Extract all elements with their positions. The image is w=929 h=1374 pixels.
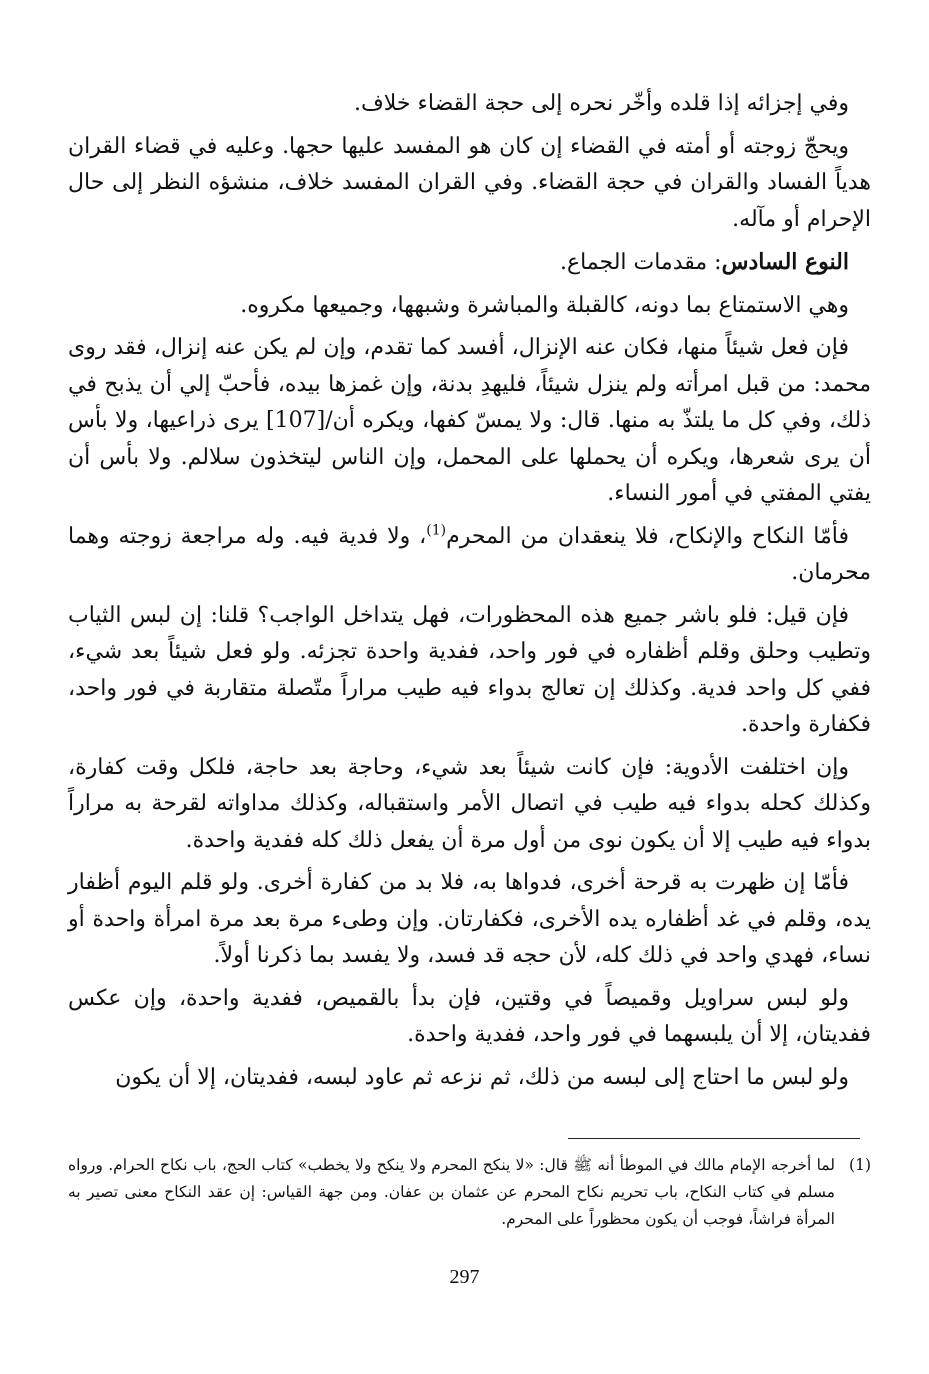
- paragraph-4: فإن فعل شيئاً منها، فكان عنه الإنزال، أفسد كما تقدم، وإن لم يكن عنه إنزال، فقد روى محمد: من قبل امرأته ولم ينزل شيئاً، فليهدِ بدنة، وإن غمزها بيده، فأحبّ إلي أن يذبح في ذلك، وفي كل ما يلتذّ به منها. قال: ولا يمسّ كفها، ويكره أن/[107] يرى ذراعيها، ولا بأس أن يرى شعرها، ويكره أن يحملها على المحمل، وإن الناس ليتخذون سلالم. ولا بأس أن يفتي المفتي في أمور النساء.: [68, 335, 871, 506]
- page-number: 297: [449, 1266, 480, 1288]
- paragraph-5: فإن قيل: فلو باشر جميع هذه المحظورات، فهل يتداخل الواجب؟ قلنا: إن لبس الثياب وتطيب وحلق وقلم أظفاره في فور واحد، ففدية واحدة تجزئه. ولو فعل شيئاً بعد شيء، ففي كل واحد فدية. وكذلك إن تعالج بدواء فيه طيب مراراً متّصلة متقاربة في فور واحد، فكفارة واحدة.: [68, 602, 871, 737]
- paragraph-9: ولو لبس ما احتاج إلى لبسه من ذلك، ثم نزعه ثم عاود لبسه، ففديتان، إلا أن يكون: [115, 1064, 849, 1090]
- page-body: [68, 86, 871, 1102]
- paragraph-1: وفي إجزائه إذا قلده وأخّر نحره إلى حجة القضاء خلاف.: [354, 91, 849, 116]
- footnote-marker: (1): [426, 522, 447, 539]
- paragraph-7: فأمّا إن ظهرت به قرحة أخرى، فدواها به، فلا بد من كفارة أخرى. ولو قلم اليوم أظفار يده، وقلم في غد أظفاره يده الأخرى، فكفارتان. وإن وطىء مرة بعد مرة امرأة واحدة أو نساء، فهدي واحد في ذلك كله، لأن حجه قد فسد، ولا يفسد بما ذكرنا أولاً.: [68, 870, 871, 968]
- section-title: النوع السادس: [721, 249, 849, 275]
- footnote: [68, 1152, 871, 1233]
- nikah-text-before: فأمّا النكاح والإنكاح، فلا ينعقدان من المحرم: [446, 523, 849, 549]
- paragraph-3: وهي الاستمتاع بما دونه، كالقبلة والمباشرة وشبهها، وجميعها مكروه.: [240, 292, 849, 318]
- section-heading: [68, 244, 871, 282]
- footnote-number: (1): [849, 1156, 871, 1174]
- paragraph-6: وإن اختلفت الأدوية: فإن كانت شيئاً بعد شيء، وحاجة بعد حاجة، فلكل وقت كفارة، وكذلك كحله بدواء فيه طيب في اتصال الأمر واستقباله، وكذلك مداواته لقرحة به مراراً بدواء فيه طيب إلا أن يكون نوى من أول مرة أن يفعل ذلك كله ففدية واحدة.: [68, 754, 871, 853]
- paragraph-2: ويحجّ زوجته أو أمته في القضاء إن كان هو المفسد عليها حجها. وعليه في قضاء القران هدياً الفساد والقران في حجة القضاء. وفي القران المفسد خلاف، منشؤه النظر إلى حال الإحرام أو مآله.: [68, 133, 871, 232]
- paragraph-nikah: [68, 519, 871, 592]
- paragraph-8: ولو لبس سراويل وقميصاً في وقتين، فإن بدأ بالقميص، ففدية واحدة، وإن عكس ففديتان، إلا أن يلبسهما في فور واحد، ففدية واحدة.: [68, 985, 871, 1047]
- nikah-text-after: ، ولا فدية فيه. وله مراجعة زوجته وهما محرمان.: [68, 523, 871, 585]
- section-subtitle: : مقدمات الجماع.: [559, 250, 722, 275]
- footnote-text: لما أخرجه الإمام مالك في الموطأ أنه ﷺ قال: «لا ينكح المحرم ولا ينكح ولا يخطب» كتاب الحج، باب نكاح الحرام. ورواه مسلم في كتاب النكاح، باب تحريم نكاح المحرم عن عثمان بن عفان. ومن جهة القياس: إن عقد النكاح معنى تصير به المرأة فراشاً، فوجب أن يكون محظوراً على المحرم.: [68, 1156, 835, 1228]
- footnote-divider: [568, 1138, 860, 1139]
